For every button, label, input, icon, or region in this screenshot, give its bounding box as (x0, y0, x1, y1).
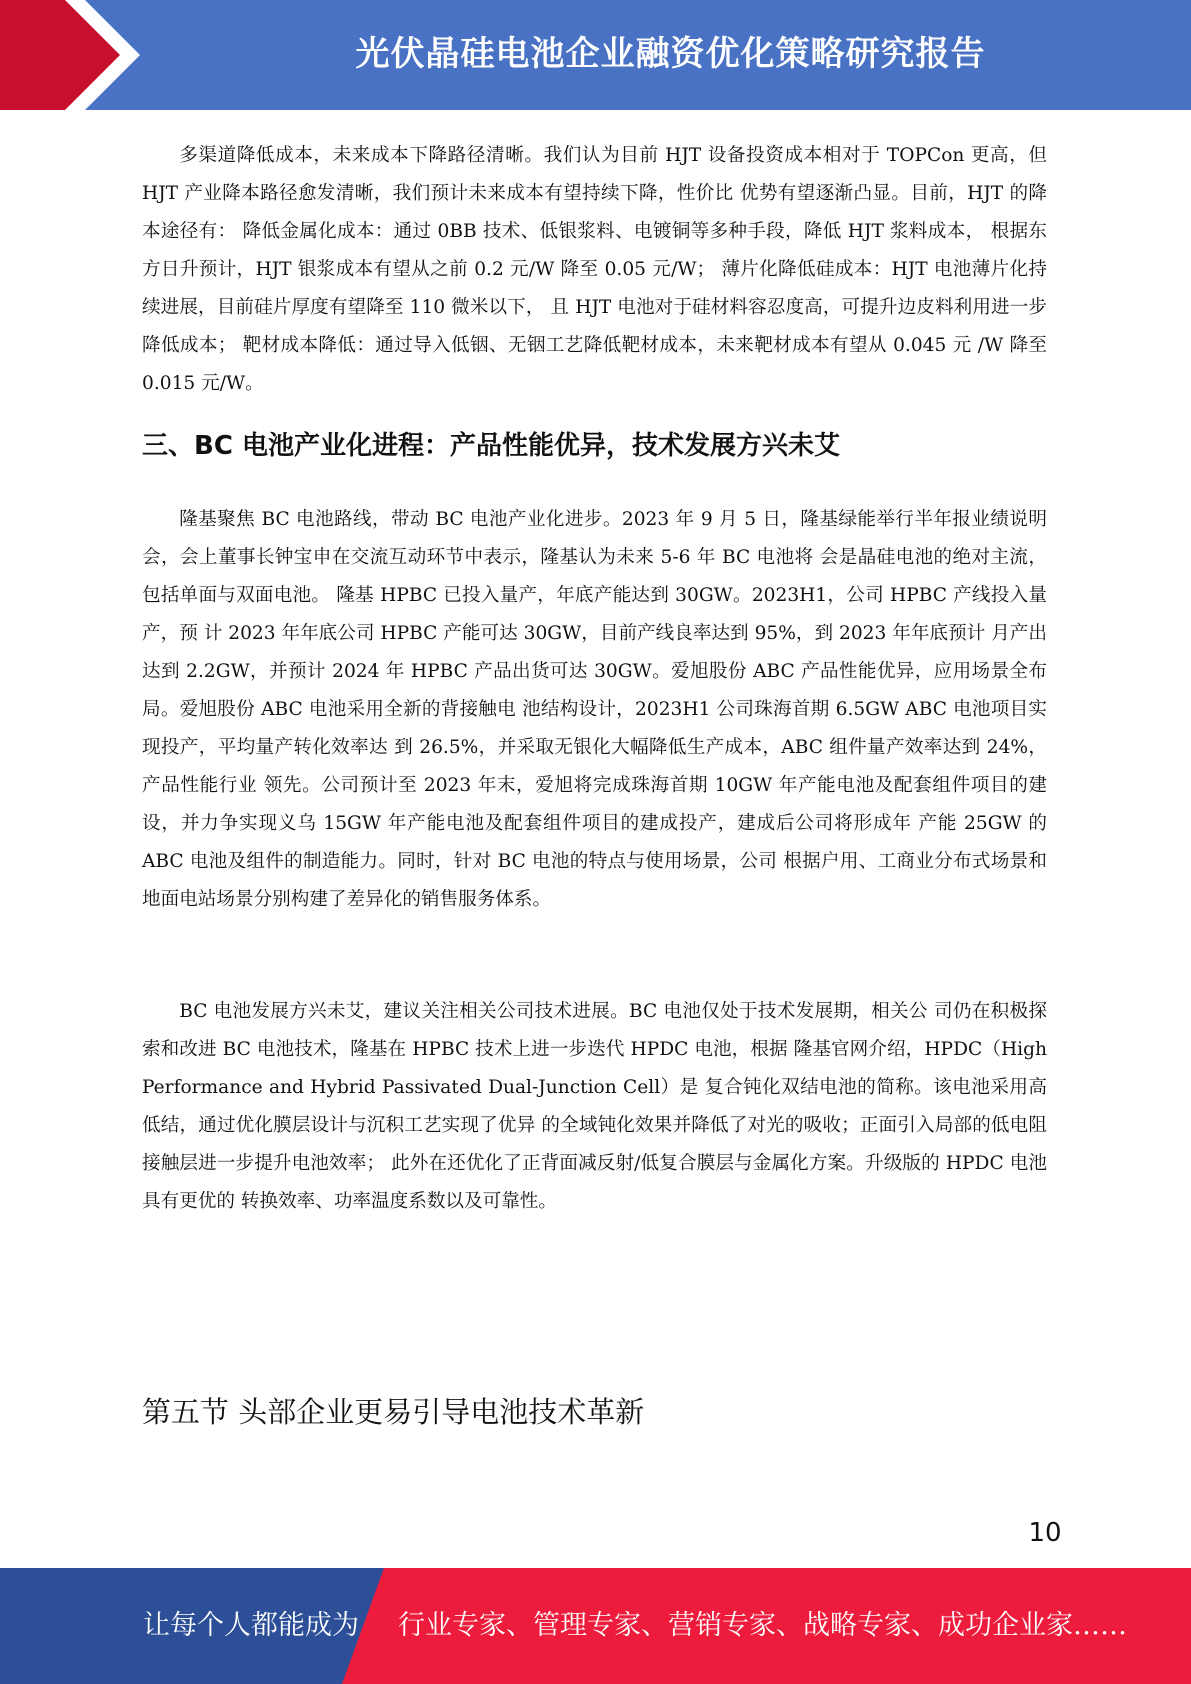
paragraph-hjt-cost (142, 137, 1047, 403)
paragraph-bc-development (142, 993, 1047, 1221)
subsection-heading-block (142, 1392, 1047, 1432)
subsection-heading: 第五节 头部企业更易引导电池技术革新 (142, 1395, 645, 1429)
paragraph-text: BC 电池发展方兴未艾，建议关注相关公司技术进展。BC 电池仅处于技术发展期，相关公 司仍在积极探索和改进 BC 电池技术，隆基在 HPBC 技术上进一步迭代 HPDC 电池，根据 隆基官网介绍，HPDC（High Performance and Hybrid Passivated Dual-Junction Cell）是 复合钝化双结电池的简称。该电池采用高低结，通过优化膜层设计与沉积工艺实现了优异 的全域钝化效果并降低了对光的吸收；正面引入局部的低电阻接触层进一步提升电池效率； 此外在还优化了正背面减反射/低复合膜层与金属化方案。升级版的 HPDC 电池具有更优的 转换效率、功率温度系数以及可靠性。 (142, 1001, 1047, 1212)
page-header (0, 0, 1191, 110)
paragraph-text: 多渠道降低成本，未来成本下降路径清晰。我们认为目前 HJT 设备投资成本相对于 TOPCon 更高，但 HJT 产业降本路径愈发清晰，我们预计未来成本有望持续下降，性价比 优势有望逐渐凸显。目前，HJT 的降本途径有： 降低金属化成本：通过 0BB 技术、低银浆料、电镀铜等多种手段，降低 HJT 浆料成本， 根据东方日升预计，HJT 银浆成本有望从之前 0.2 元/W 降至 0.05 元/W； 薄片化降低硅成本：HJT 电池薄片化持续进展，目前硅片厚度有望降至 110 微米以下， 且 HJT 电池对于硅材料容忍度高，可提升边皮料利用进一步降低成本； 靶材成本降低：通过导入低铟、无铟工艺降低靶材成本，未来靶材成本有望从 0.045 元 /W 降至 0.015 元/W。 (142, 145, 1047, 394)
footer-slogan-left: 让每个人都能成为 (143, 1610, 359, 1641)
footer-slogan-right: 行业专家、管理专家、营销专家、战略专家、成功企业家…… (398, 1610, 1127, 1641)
page-footer (0, 1568, 1191, 1684)
paragraph-bc-industrialization (142, 501, 1047, 919)
report-title: 光伏晶硅电池企业融资优化策略研究报告 (355, 34, 986, 74)
section-heading: 三、BC 电池产业化进程：产品性能优异，技术发展方兴未艾 (142, 431, 840, 461)
paragraph-text: 隆基聚焦 BC 电池路线，带动 BC 电池产业化进步。2023 年 9 月 5 日，隆基绿能举行半年报业绩说明会，会上董事长钟宝申在交流互动环节中表示，隆基认为未来 5-6 年 BC 电池将 会是晶硅电池的绝对主流，包括单面与双面电池。 隆基 HPBC 已投入量产，年底产能达到 30GW。2023H1，公司 HPBC 产线投入量产，预 计 2023 年年底公司 HPBC 产能可达 30GW，目前产线良率达到 95%，到 2023 年年底预计 月产出达到 2.2GW，并预计 2024 年 HPBC 产品出货可达 30GW。爱旭股份 ABC 产品性能优异，应用场景全布局。爱旭股份 ABC 电池采用全新的背接触电 池结构设计，2023H1 公司珠海首期 6.5GW ABC 电池项目实现投产，平均量产转化效率达 到 26.5%，并采取无银化大幅降低生产成本，ABC 组件量产效率达到 24%，产品性能行业 领先。公司预计至 2023 年末，爱旭将完成珠海首期 10GW 年产能电池及配套组件项目的建 设，并力争实现义乌 15GW 年产能电池及配套组件项目的建成投产，建成后公司将形成年 产能 25GW 的 ABC 电池及组件的制造能力。同时，针对 BC 电池的特点与使用场景，公司 根据户用、工商业分布式场景和地面电站场景分别构建了差异化的销售服务体系。 (142, 509, 1047, 910)
page-number: 10 (1028, 1518, 1062, 1548)
section-heading-bc (142, 426, 1047, 466)
header-chevron-decoration (0, 0, 160, 110)
